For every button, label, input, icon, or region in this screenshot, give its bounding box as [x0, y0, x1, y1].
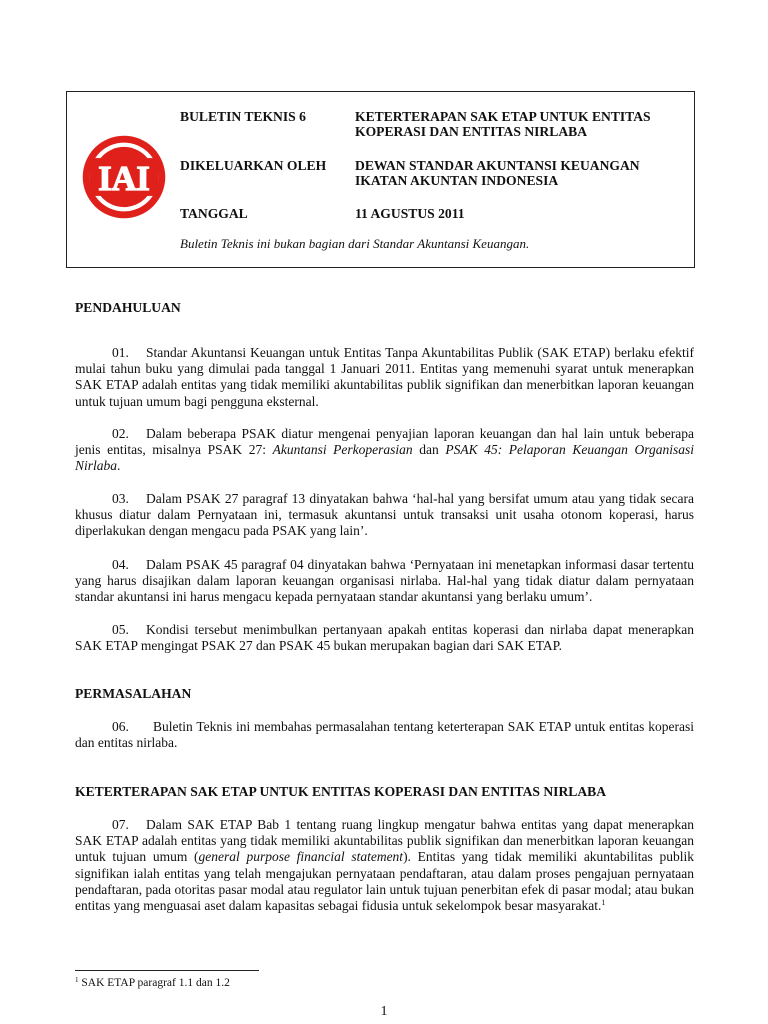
date-value: 11 AGUSTUS 2011 — [355, 206, 465, 221]
italic-reference: Akuntansi Perkoperasian — [272, 442, 413, 458]
date-label: TANGGAL — [180, 206, 248, 221]
paragraph-number: 04. — [112, 557, 129, 572]
bulletin-label: BULETIN TEKNIS 6 — [180, 109, 306, 124]
section-title-keterterapan: KETERTERAPAN SAK ETAP UNTUK ENTITAS KOPERASI DAN ENTITAS NIRLABA — [75, 784, 607, 799]
paragraph-01: 01. Standar Akuntansi Keuangan untuk Entitas Tanpa Akuntabilitas Publik (SAK ETAP) berlaku efektif mulai tahun buku yang dimulai pada tanggal 1 Januari 2011. Entitas yang memenuhi syarat untuk menerapkan SAK ETAP adalah entitas yang tidak memiliki akuntabilitas publik signifikan dan menerbitkan laporan keuangan untuk tujuan umum bagi pengguna eksternal. — [75, 345, 694, 409]
disclaimer: Buletin Teknis ini bukan bagian dari Standar Akuntansi Keuangan. — [180, 236, 530, 251]
issuer-label: DIKELUARKAN OLEH — [180, 158, 327, 173]
paragraph-04: 04. Dalam PSAK 45 paragraf 04 dinyatakan bahwa ‘Pernyataan ini menetapkan informasi dasar tertentu yang harus disajikan dalam laporan keuangan organisasi nirlaba. Hal-hal yang tidak diatur dalam pernyataan standar akuntansi ini harus mengacu kepada pernyataan standar akuntansi yang berlaku umum’. — [75, 557, 694, 605]
paragraph-03: 03. Dalam PSAK 27 paragraf 13 dinyatakan bahwa ‘hal-hal yang bersifat umum atau yang tidak secara khusus diatur dalam Pernyataan ini, termasuk akuntansi untuk transaksi unit usaha otonom koperasi, harus diperlakukan dengan mengacu pada PSAK yang lain’. — [75, 491, 694, 539]
iai-logo — [81, 134, 167, 220]
paragraph-05: 05. Kondisi tersebut menimbulkan pertanyaan apakah entitas koperasi dan nirlaba dapat menerapkan SAK ETAP mengingat PSAK 27 dan PSAK 45 bukan merupakan bagian dari SAK ETAP. — [75, 622, 694, 654]
page-number: 1 — [380, 1004, 388, 1019]
paragraph-02: 02. Dalam beberapa PSAK diatur mengenai penyajian laporan keuangan dan hal lain untuk beberapa jenis entitas, misalnya PSAK 27: Akuntansi Perkoperasian dan PSAK 45: Pelaporan Keuangan Organisasi Nirlaba. — [75, 426, 694, 474]
paragraph-number: 01. — [112, 345, 129, 360]
logo-lettering: IAI — [98, 159, 150, 198]
paragraph-number: 07. — [112, 817, 129, 832]
bulletin-title: KETERTERAPAN SAK ETAP UNTUK ENTITAS KOPERASI DAN ENTITAS NIRLABA — [355, 109, 651, 139]
issuer-value: DEWAN STANDAR AKUNTANSI KEUANGAN IKATAN AKUNTAN INDONESIA — [355, 158, 640, 188]
section-title-permasalahan: PERMASALAHAN — [75, 686, 192, 701]
footnote: $^1$ SAK ETAP paragraf 1.1 dan 1.2 — [75, 976, 230, 989]
italic-reference: PSAK 45: Pelaporan Keuangan Organisasi Nirlaba — [75, 442, 694, 474]
paragraph-number: 06. — [112, 719, 129, 734]
footnote-reference[interactable]: 1 — [601, 898, 606, 908]
footnote-mark: 1 — [75, 976, 79, 984]
footnote-divider — [75, 970, 259, 971]
paragraph-07: 07. Dalam SAK ETAP Bab 1 tentang ruang lingkup mengatur bahwa entitas yang dapat menerapkan SAK ETAP adalah entitas yang tidak memiliki akuntabilitas publik signifikan dan menerbitkan laporan keuangan untuk tujuan umum (general purpose financial statement). Entitas yang tidak memiliki akuntabilitas publik signifikan ialah entitas yang telah mengajukan pernyataan pendaftaran, atau dalam proses pengajuan pernyataan pendaftaran, pada otoritas pasar modal atau regulator lain untuk tujuan penerbitan efek di pasar modal; atau bukan entitas yang menguasai aset dalam kapasitas sebagai fidusia untuk sekelompok besar masyarakat.$^1$ — [75, 817, 694, 914]
paragraph-number: 05. — [112, 622, 129, 637]
italic-term: general purpose financial statement — [198, 849, 404, 865]
paragraph-06: 06. Buletin Teknis ini membahas permasalahan tentang keterterapan SAK ETAP untuk entitas koperasi dan entitas nirlaba. — [75, 719, 694, 751]
paragraph-number: 03. — [112, 491, 129, 506]
section-title-pendahuluan: PENDAHULUAN — [75, 300, 181, 315]
paragraph-number: 02. — [112, 426, 129, 441]
